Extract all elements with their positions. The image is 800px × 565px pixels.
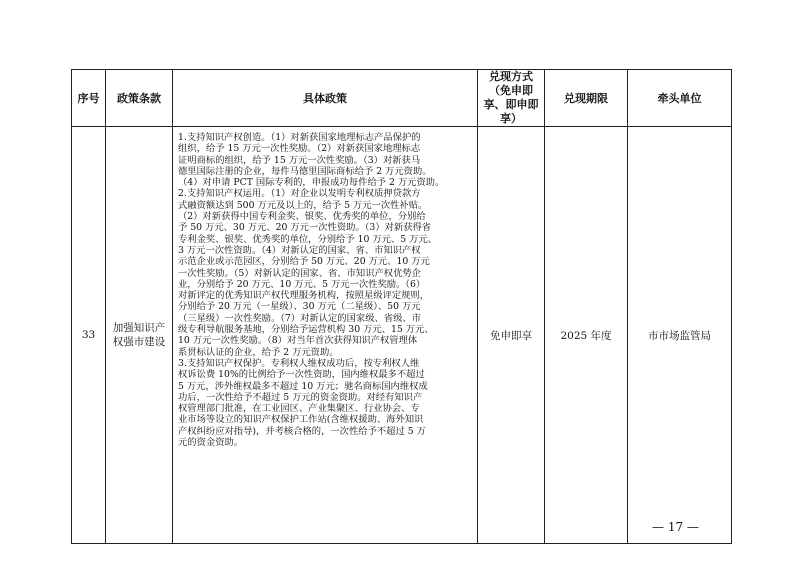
policy-line: 业市场等设立的知识产权保护工作站(含维权援助、海外知识 (178, 414, 424, 426)
page-number: — 17 — (652, 520, 699, 534)
policy-line: 2.支持知识产权运用。（1）对企业以发明专利权质押贷款方 (178, 188, 421, 200)
policy-line: 德里国际注册的企业，每件马德里国际商标给予 2 万元资助。 (178, 165, 432, 177)
policy-line: 系贯标认证的企业，给予 2 万元资助。 (178, 346, 339, 358)
header-row (72, 70, 732, 127)
row-policy (173, 127, 478, 544)
policy-table (71, 69, 732, 544)
policy-line: 组织，给予 15 万元一次性奖励。（2）对新获国家地理标志 (178, 143, 421, 155)
policy-line: （4）对申请 PCT 国际专利的，申报成功每件给予 2 万元资助。 (178, 177, 445, 189)
header-clause: 政策条款 (106, 70, 173, 127)
header-period: 兑现期限 (545, 70, 628, 127)
policy-text (178, 132, 473, 448)
policy-line: （三星级）一次性奖励。（7）对新认定的国家级、省级、市 (178, 312, 421, 324)
policy-line: 5 万元，涉外维权最多不超过 10 万元；驰名商标国内维权成 (178, 380, 428, 392)
policy-line: 分别给予 20 万元（一星级）、30 万元（二星级）、50 万元 (178, 301, 421, 313)
policy-line: 予 50 万元、30 万元、20 万元一次性资助。（3）对新获得省 (178, 222, 432, 234)
policy-line: 权诉讼费 10%的比例给予一次性资助，国内维权最多不超过 (178, 369, 425, 381)
header-policy: 具体政策 (173, 70, 478, 127)
policy-line: 专利金奖、银奖、优秀奖的单位，分别给予 10 万元、5 万元、 (178, 233, 438, 245)
policy-line: 10 万元一次性奖励。（8）对当年首次获得知识产权管理体 (178, 335, 418, 347)
table-row (72, 127, 732, 544)
policy-line: （2）对新获得中国专利金奖、银奖、优秀奖的单位，分别给 (178, 211, 426, 223)
header-method: 兑现方式（免申即享、即申即享） (478, 70, 545, 127)
policy-line: 一次性奖励。（5）对新认定的国家、省、市知识产权优势企 (178, 267, 421, 279)
policy-line: 元的资金资助。 (178, 437, 244, 449)
policy-line: 示范企业或示范园区，分别给予 50 万元、20 万元、10 万元 (178, 256, 430, 268)
policy-line: 产权纠纷应对指导)，并考核合格的，一次性给予不超过 5 万 (178, 425, 426, 437)
row-lead: 市市场监管局 (628, 127, 732, 544)
row-method: 免申即享 (478, 127, 545, 544)
policy-line: 证明商标的组织，给予 15 万元一次性奖励。（3）对新获马 (178, 154, 421, 166)
policy-line: 权管理部门批准，在工业园区、产业集聚区、行业协会、专 (178, 403, 420, 415)
policy-line: 功后，一次性给予不超过 5 万元的资金资助。对经有知识产 (178, 391, 423, 403)
policy-line: 对新评定的优秀知识产权代理服务机构，按照星级评定规则， (178, 290, 430, 302)
policy-line: 业，分别给予 20 万元、10 万元、5 万元一次性奖励。（6） (178, 278, 426, 290)
policy-line: 级专利导航服务基地，分别给予运营机构 30 万元、15 万元、 (178, 324, 434, 336)
row-clause: 加强知识产权强市建设 (106, 127, 173, 544)
policy-line: 式融资额达到 500 万元及以上的，给予 5 万元一次性补贴。 (178, 199, 428, 211)
row-period: 2025 年度 (545, 127, 628, 544)
header-index: 序号 (72, 70, 106, 127)
header-lead: 牵头单位 (628, 70, 732, 127)
row-index: 33 (72, 127, 106, 544)
policy-line: 1.支持知识产权创造。（1）对新获国家地理标志产品保护的 (178, 132, 421, 143)
policy-line: 3 万元一次性资助。（4）对新认定的国家、省、市知识产权 (178, 244, 421, 256)
policy-line: 3.支持知识产权保护。专利权人维权成功后，按专利权人维 (178, 357, 420, 369)
